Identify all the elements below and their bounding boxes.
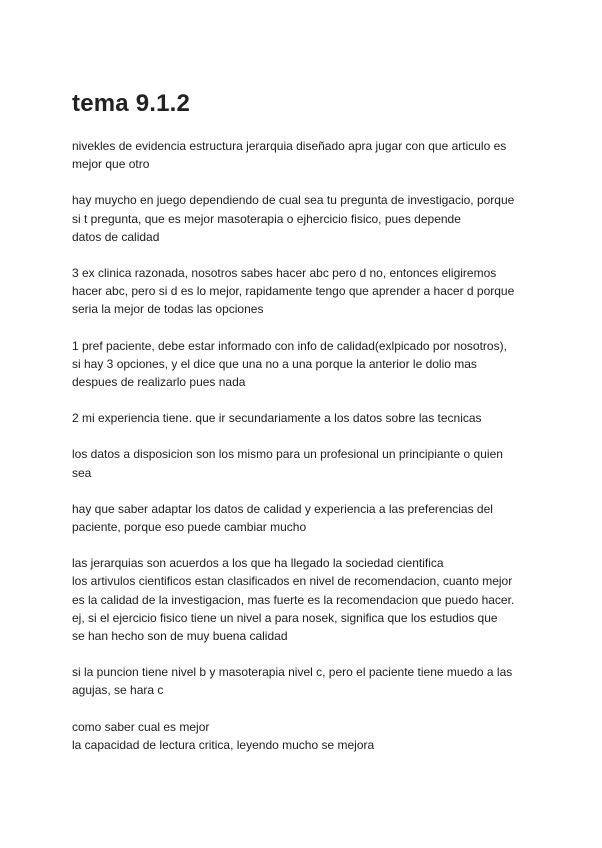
text-line: datos de calidad — [72, 229, 160, 244]
paragraph-adaptation — [72, 500, 537, 536]
paragraph-clinical-reasoning — [72, 264, 537, 319]
text-line: hay que saber adaptar los datos de calidad y experiencia a las preferencias del — [72, 501, 493, 516]
text-line: hacer abc, pero si d es lo mejor, rapidamente tengo que aprender a hacer d porque — [72, 284, 515, 299]
text-line: sea — [72, 465, 92, 480]
text-line: 3 ex clinica razonada, nosotros sabes hacer abc pero d no, entonces eligiremos — [72, 266, 497, 281]
text-line: si t pregunta, que es mejor masoterapia o ejhercicio fisico, pues depende — [72, 211, 461, 226]
text-line: las jerarquias son acuerdos a los que ha llegado la sociedad cientifica — [72, 556, 444, 571]
paragraph-data-availability — [72, 445, 537, 481]
paragraph-critical-reading — [72, 718, 537, 754]
paragraph-research-question — [72, 191, 537, 246]
text-line: hay muycho en juego dependiendo de cual sea tu pregunta de investigacio, porque — [72, 193, 515, 208]
text-line: ej, si el ejercicio fisico tiene un nivel a para nosek, significa que los estudios que — [72, 610, 498, 625]
text-line: si hay 3 opciones, y el dice que una no a una porque la anterior le dolio mas — [72, 356, 477, 371]
text-line: 1 pref paciente, debe estar informado con info de calidad(exlpicado por nosotros), — [72, 338, 507, 353]
paragraph-puncture-example — [72, 663, 537, 699]
text-line: si la puncion tiene nivel b y masoterapia nivel c, pero el paciente tiene muedo a las — [72, 665, 513, 680]
text-line: se han hecho son de muy buena calidad — [72, 629, 288, 644]
paragraph-evidence-levels — [72, 137, 537, 173]
text-line: 2 mi experiencia tiene. que ir secundariamente a los datos sobre las tecnicas — [72, 411, 482, 426]
paragraph-patient-preference — [72, 337, 537, 392]
paragraph-hierarchies — [72, 554, 537, 645]
text-line: es la calidad de la investigacion, mas fuerte es la recomendacion que puedo hacer. — [72, 592, 515, 607]
text-line: los datos a disposicion son los mismo para un profesional un principiante o quien — [72, 447, 503, 462]
text-line: seria la mejor de todas las opciones — [72, 302, 264, 317]
text-line: paciente, porque eso puede cambiar mucho — [72, 520, 307, 535]
document-page — [72, 90, 537, 772]
paragraph-experience — [72, 409, 537, 427]
text-line: despues de realizarlo pues nada — [72, 375, 246, 390]
text-line: nivekles de evidencia estructura jerarquia diseñado apra jugar con que articulo es — [72, 139, 507, 153]
text-line: agujas, se hara c — [72, 683, 164, 698]
text-line: la capacidad de lectura critica, leyendo mucho se mejora — [72, 737, 375, 752]
text-line: como saber cual es mejor — [72, 719, 210, 734]
text-line: mejor que otro — [72, 157, 150, 172]
document-title: tema 9.1.2 — [72, 90, 191, 117]
text-line: los artivulos cientificos estan clasificados en nivel de recomendacion, cuanto mejor — [72, 574, 513, 589]
